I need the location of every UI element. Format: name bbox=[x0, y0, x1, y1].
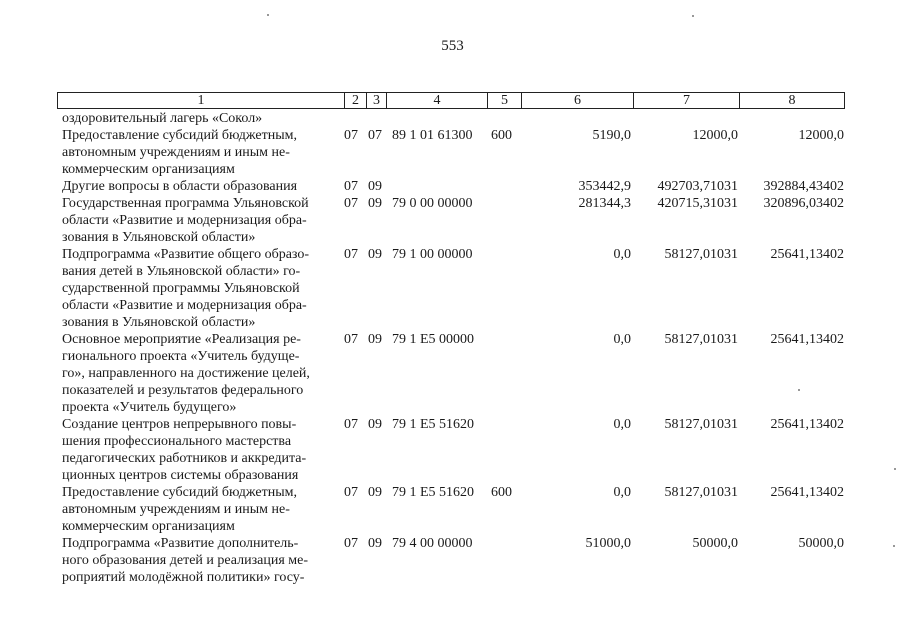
col-amount-8: 50000,0 bbox=[798, 536, 844, 551]
header-col-2: 2 bbox=[345, 93, 367, 108]
col-target-article: 79 1 00 00000 bbox=[392, 247, 473, 262]
col-razdel: 07 bbox=[344, 128, 358, 143]
row-description bbox=[62, 535, 334, 586]
col-target-article: 79 0 00 00000 bbox=[392, 196, 473, 211]
col-amount-8: 320896,03402 bbox=[763, 196, 844, 211]
col-razdel: 07 bbox=[344, 332, 358, 347]
col-target-article: 79 1 E5 51620 bbox=[392, 485, 475, 500]
col-expense-type: 600 bbox=[491, 485, 512, 500]
description-line: педагогических работников и аккредита- bbox=[62, 451, 307, 466]
description-line: автономным учреждениям и иным не- bbox=[62, 145, 290, 160]
col-razdel: 07 bbox=[344, 179, 358, 194]
row-description bbox=[62, 416, 334, 484]
col-podrazdel: 09 bbox=[368, 179, 382, 194]
col-amount-7: 58127,01031 bbox=[664, 417, 738, 432]
col-razdel: 07 bbox=[344, 536, 358, 551]
description-line: ного образования детей и реализация ме- bbox=[62, 553, 308, 568]
col-podrazdel: 09 bbox=[368, 196, 382, 211]
col-amount-8: 25641,13402 bbox=[770, 247, 844, 262]
col-amount-7: 492703,71031 bbox=[657, 179, 738, 194]
description-line: Предоставление субсидий бюджетным, bbox=[62, 485, 298, 500]
description-line: автономным учреждениям и иным не- bbox=[62, 502, 290, 517]
col-razdel: 07 bbox=[344, 196, 358, 211]
col-amount-6: 5190,0 bbox=[592, 128, 631, 143]
col-target-article: 79 1 E5 51620 bbox=[392, 417, 475, 432]
col-amount-7: 58127,01031 bbox=[664, 485, 738, 500]
table-row bbox=[0, 331, 905, 416]
row-description bbox=[62, 246, 334, 331]
description-line: области «Развитие и модернизация обра- bbox=[62, 298, 307, 313]
table-row bbox=[0, 484, 905, 535]
row-description bbox=[62, 195, 334, 246]
description-line: вания детей в Ульяновской области» го- bbox=[62, 264, 301, 279]
col-amount-6: 0,0 bbox=[613, 485, 631, 500]
col-podrazdel: 09 bbox=[368, 536, 382, 551]
col-podrazdel: 09 bbox=[368, 247, 382, 262]
col-amount-7: 58127,01031 bbox=[664, 247, 738, 262]
scan-speck bbox=[798, 389, 800, 391]
description-line: коммерческим организациям bbox=[62, 162, 235, 177]
description-line: Другие вопросы в области образования bbox=[62, 179, 298, 194]
col-razdel: 07 bbox=[344, 417, 358, 432]
row-description bbox=[62, 127, 334, 178]
table-row bbox=[0, 178, 905, 195]
description-line: роприятий молодёжной политики» госу- bbox=[62, 570, 305, 585]
scan-speck bbox=[267, 14, 269, 16]
description-line: гионального проекта «Учитель будуще- bbox=[62, 349, 300, 364]
col-amount-6: 281344,3 bbox=[578, 196, 631, 211]
col-podrazdel: 07 bbox=[368, 128, 382, 143]
description-line: Основное мероприятие «Реализация ре- bbox=[62, 332, 301, 347]
description-line: сударственной программы Ульяновской bbox=[62, 281, 300, 296]
col-expense-type: 600 bbox=[491, 128, 512, 143]
description-line: оздоровительный лагерь «Сокол» bbox=[62, 111, 263, 126]
description-line: зования в Ульяновской области» bbox=[62, 315, 256, 330]
row-description bbox=[62, 484, 334, 535]
row-description bbox=[62, 331, 334, 416]
col-target-article: 79 1 E5 00000 bbox=[392, 332, 475, 347]
header-col-3: 3 bbox=[367, 93, 387, 108]
header-col-5: 5 bbox=[488, 93, 522, 108]
header-col-6: 6 bbox=[522, 93, 634, 108]
table-row bbox=[0, 535, 905, 586]
table-row bbox=[0, 127, 905, 178]
col-amount-7: 58127,01031 bbox=[664, 332, 738, 347]
description-line: Создание центров непрерывного повы- bbox=[62, 417, 297, 432]
col-podrazdel: 09 bbox=[368, 332, 382, 347]
table-row bbox=[0, 110, 905, 127]
description-line: Государственная программа Ульяновской bbox=[62, 196, 309, 211]
col-amount-7: 50000,0 bbox=[692, 536, 738, 551]
col-amount-8: 25641,13402 bbox=[770, 485, 844, 500]
col-razdel: 07 bbox=[344, 485, 358, 500]
table-row bbox=[0, 246, 905, 331]
col-amount-6: 0,0 bbox=[613, 417, 631, 432]
scan-speck bbox=[893, 545, 895, 547]
col-podrazdel: 09 bbox=[368, 417, 382, 432]
description-line: зования в Ульяновской области» bbox=[62, 230, 256, 245]
col-amount-7: 420715,31031 bbox=[657, 196, 738, 211]
description-line: проекта «Учитель будущего» bbox=[62, 400, 237, 415]
col-amount-6: 51000,0 bbox=[585, 536, 631, 551]
table-row bbox=[0, 195, 905, 246]
description-line: ционных центров системы образования bbox=[62, 468, 299, 483]
table-body bbox=[0, 110, 905, 586]
col-amount-8: 25641,13402 bbox=[770, 417, 844, 432]
row-description bbox=[62, 178, 334, 195]
header-col-8: 8 bbox=[788, 93, 796, 108]
scan-speck bbox=[894, 468, 896, 470]
header-col-1: 1 bbox=[58, 93, 345, 108]
table-header-row bbox=[57, 92, 845, 109]
description-line: го», направленного на достижение целей, bbox=[62, 366, 310, 381]
description-line: области «Развитие и модернизация обра- bbox=[62, 213, 307, 228]
row-description bbox=[62, 110, 334, 127]
col-amount-8: 25641,13402 bbox=[770, 332, 844, 347]
col-razdel: 07 bbox=[344, 247, 358, 262]
col-podrazdel: 09 bbox=[368, 485, 382, 500]
description-line: Предоставление субсидий бюджетным, bbox=[62, 128, 298, 143]
table-row bbox=[0, 416, 905, 484]
description-line: Подпрограмма «Развитие дополнитель- bbox=[62, 536, 299, 551]
col-target-article: 89 1 01 61300 bbox=[392, 128, 473, 143]
description-line: коммерческим организациям bbox=[62, 519, 235, 534]
description-line: шения профессионального мастерства bbox=[62, 434, 292, 449]
col-amount-8: 12000,0 bbox=[798, 128, 844, 143]
col-amount-8: 392884,43402 bbox=[763, 179, 844, 194]
description-line: показателей и результатов федерального bbox=[62, 383, 304, 398]
scan-speck bbox=[692, 15, 694, 17]
col-amount-6: 353442,9 bbox=[578, 179, 631, 194]
header-col-7: 7 bbox=[634, 93, 740, 108]
page-number: 553 bbox=[441, 38, 464, 54]
col-amount-7: 12000,0 bbox=[692, 128, 738, 143]
description-line: Подпрограмма «Развитие общего образо- bbox=[62, 247, 310, 262]
header-col-4: 4 bbox=[387, 93, 488, 108]
col-amount-6: 0,0 bbox=[613, 247, 631, 262]
col-target-article: 79 4 00 00000 bbox=[392, 536, 473, 551]
col-amount-6: 0,0 bbox=[613, 332, 631, 347]
